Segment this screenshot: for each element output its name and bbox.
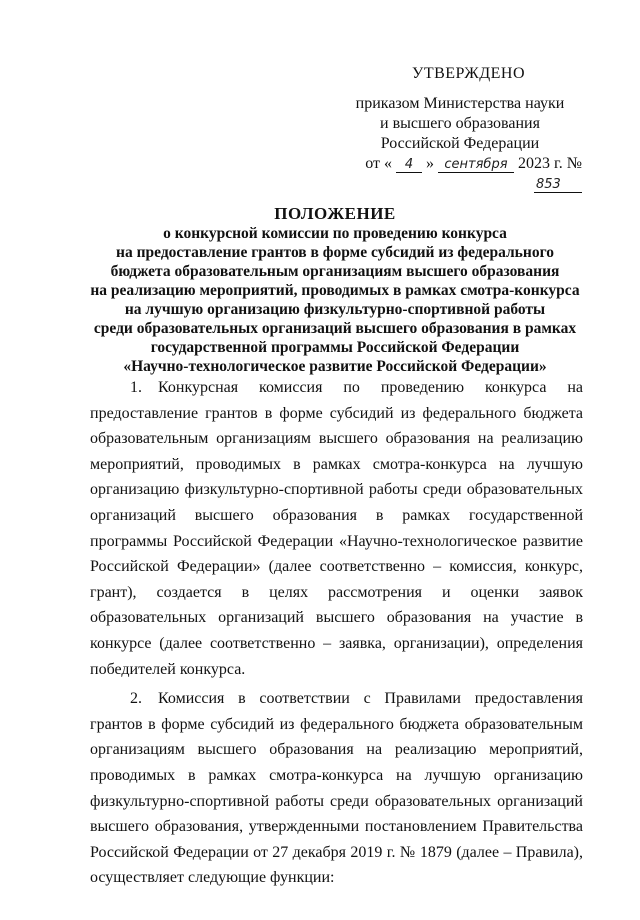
title-line-8: «Научно-технологическое развитие Российской Федерации»	[123, 358, 547, 375]
approved-label: УТВЕРЖДЕНО	[412, 65, 526, 82]
order-number-handwritten: 853	[534, 177, 582, 193]
approval-date-line	[330, 154, 590, 194]
title-line-3: бюджета образовательным организациям высшего образования	[110, 263, 560, 280]
title-line-2: на предоставление грантов в форме субсидий из федерального	[116, 244, 554, 261]
document-title	[70, 204, 600, 376]
title-heading: ПОЛОЖЕНИЕ	[274, 204, 396, 223]
title-line-1: о конкурсной комиссии по проведению конкурса	[163, 225, 507, 242]
date-day-handwritten: 4	[396, 157, 422, 173]
approval-stamp	[330, 64, 590, 194]
document-body	[90, 375, 583, 895]
date-mid: »	[425, 155, 434, 172]
title-line-5: на лучшую организацию физкультурно-спортивной работы	[124, 301, 546, 318]
date-year: 2023 г. №	[517, 155, 582, 172]
paragraph-2: 2. Комиссия в соответствии с Правилами предоставления грантов в форме субсидий из федерального бюджета образовательным организациям высшего образования на реализацию мероприятий, проводимых в рамках смотра-конкурса на лучшую организацию физкультурно-спортивной работы среди образовательных организаций высшего образования, утвержденными постановлением Правительства Российской Федерации от 27 декабря 2019 г. № 1879 (далее – Правила), осуществляет следующие функции:	[90, 690, 583, 887]
paragraph-1: 1. Конкурсная комиссия по проведению конкурса на предоставление грантов в форме субсидий из федерального бюджета образовательным организациям высшего образования на реализацию мероприятий, проводимых в рамках смотра-конкурса на лучшую организацию физкультурно-спортивной работы среди образовательных организаций высшего образования в рамках государственной программы Российской Федерации «Научно-технологическое развитие Российской Федерации» (далее соответственно – комиссия, конкурс, грант), создается в целях рассмотрения и оценки заявок образовательных организаций высшего образования на участие в конкурсе (далее соответственно – заявка, организации), определения победителей конкурса.	[90, 379, 583, 678]
title-line-7: государственной программы Российской Федерации	[150, 339, 520, 356]
approval-line-3: Российской Федерации	[380, 135, 540, 152]
title-line-6: среди образовательных организаций высшего образования в рамках	[93, 320, 577, 337]
approval-line-2: и высшего образования	[380, 115, 540, 132]
date-month-handwritten: сентября	[438, 157, 514, 173]
approval-line-1: приказом Министерства науки	[355, 95, 565, 112]
date-prefix: от «	[365, 155, 392, 172]
title-line-4: на реализацию мероприятий, проводимых в рамках смотра-конкурса	[90, 282, 580, 299]
